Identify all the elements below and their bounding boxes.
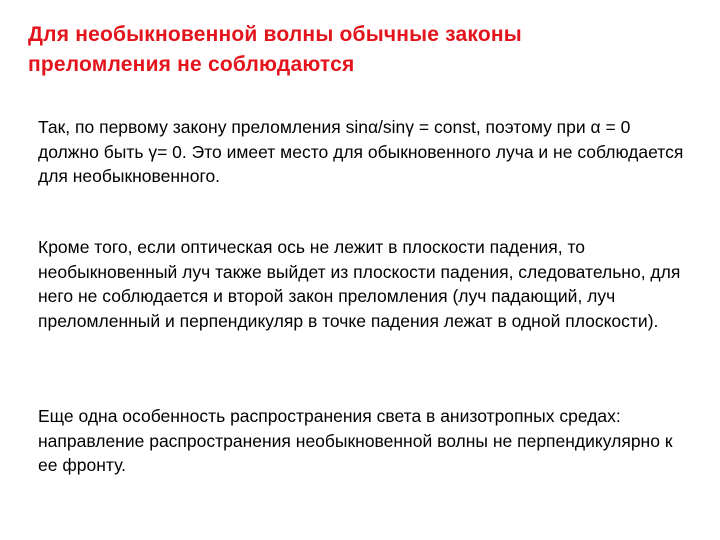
paragraph-refraction-first-law: Так, по первому закону преломления sinα/sinγ = const, поэтому при α = 0 должно быть γ= 0. Это имеет место для обыкновенного луча и не соблюдается для необыкновенного. (38, 117, 684, 186)
slide-title: Для необыкновенной волны обычные законы преломления не соблюдаются (28, 23, 522, 76)
paragraph-refraction-second-law: Кроме того, если оптическая ось не лежит в плоскости падения, то необыкновенный луч также выйдет из плоскости падения, следовательно, для него не соблюдается и второй закон преломления (луч падающий, луч преломленный и перпендикуляр в точке падения лежат в одной плоскости). (38, 237, 681, 331)
paragraph-anisotropic-media: Еще одна особенность распространения света в анизотропных средах: направление распространения необыкновенной волны не перпендикулярно к ее фронту. (38, 406, 673, 475)
